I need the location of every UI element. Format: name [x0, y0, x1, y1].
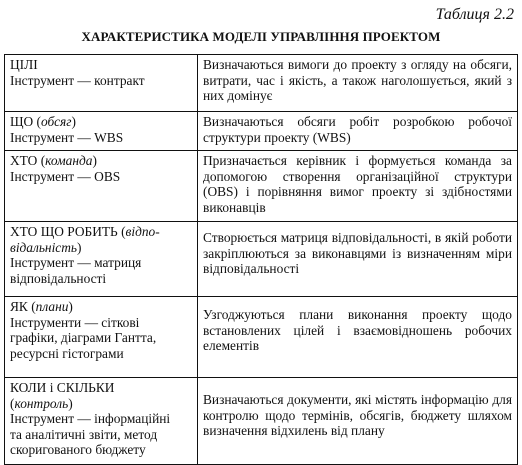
question-line [10, 130, 192, 146]
row-question-cell [5, 112, 198, 151]
question-text: Інструмент — інформаційні [10, 411, 171, 426]
question-line [10, 224, 192, 240]
question-prefix: ЯК ( [10, 299, 36, 314]
table-row [5, 378, 518, 465]
question-line [10, 114, 192, 130]
row-description-cell: Визначаються документи, які містять інформацію для контролю щодо термінів, обсягів, бюджету шляхом визначення відхилень від плану [198, 378, 518, 465]
model-characteristics-table [4, 54, 518, 465]
table-row [5, 151, 518, 222]
table-row [5, 55, 518, 112]
question-line [10, 271, 192, 287]
question-text: відповідальності [10, 270, 107, 286]
question-emphasis: контроль [14, 395, 69, 411]
question-text: Інструмент — WBS [10, 129, 124, 145]
question-text: Інструмент — контракт [10, 72, 145, 88]
question-text: ЦІЛІ [10, 57, 38, 72]
row-description-cell: Узгоджуються плани виконання проекту щодо встановлених цілей і взаємовідношень робочих елементів [198, 297, 518, 378]
question-emphasis: плани [35, 299, 69, 314]
question-prefix: ( [10, 395, 15, 411]
question-line [10, 169, 192, 185]
question-emphasis: відпо- [125, 224, 160, 239]
question-emphasis: відальність [10, 239, 78, 255]
question-emphasis: обсяг [41, 114, 72, 129]
question-line [10, 315, 192, 331]
question-line [10, 442, 192, 458]
question-line [10, 346, 192, 362]
question-text: Інструмент — OBS [10, 168, 121, 184]
question-text: графіки, діаграми Гантта, [10, 330, 157, 345]
question-suffix: ) [77, 239, 82, 255]
row-question-cell [5, 378, 198, 465]
question-prefix: ХТО ЩО РОБИТЬ ( [10, 224, 126, 239]
question-emphasis: команда [45, 153, 93, 168]
row-description-cell: Визначаються обсяги робіт розробкою робочої структури проекту (WBS) [198, 112, 518, 151]
question-suffix: ) [68, 395, 73, 411]
question-line [10, 73, 192, 89]
question-text: ресурсні гістограми [10, 345, 124, 361]
question-prefix: ХТО ( [10, 153, 46, 168]
row-question-cell [5, 297, 198, 378]
question-line [10, 299, 192, 315]
question-line [10, 396, 192, 412]
row-description-cell: Створюється матриця відповідальності, в якій роботи закріплюються за виконавцями із визначенням міри відповідальності [198, 222, 518, 297]
question-prefix: КОЛИ і СКІЛЬКИ [10, 380, 115, 395]
table-row [5, 112, 518, 151]
question-line [10, 411, 192, 427]
question-line [10, 380, 192, 396]
question-text: та аналітичні звіти, метод [10, 426, 158, 442]
question-suffix: ) [68, 299, 73, 314]
table-row [5, 222, 518, 297]
question-line [10, 330, 192, 346]
table-title: ХАРАКТЕРИСТИКА МОДЕЛІ УПРАВЛІННЯ ПРОЕКТОМ [81, 29, 441, 44]
table-number: Таблиця 2.2 [435, 6, 514, 23]
question-prefix: ЩО ( [10, 114, 41, 129]
row-description-cell: Призначається керівник і формується команда за допомогою створення організаційної структури (OBS) і порівняння вимог проекту зі здібностями виконавців [198, 151, 518, 222]
question-line [10, 57, 192, 73]
row-question-cell [5, 151, 198, 222]
question-line [10, 240, 192, 256]
table-row [5, 297, 518, 378]
question-suffix: ) [92, 153, 97, 168]
question-text: скоригованого бюджету [10, 442, 146, 457]
row-question-cell [5, 55, 198, 112]
row-description-cell: Визначаються вимоги до проекту з огляду на обсяги, витрати, час і якість, а також наголошується, який з них домінує [198, 55, 518, 112]
question-line [10, 153, 192, 169]
row-question-cell [5, 222, 198, 297]
table-body [5, 55, 518, 465]
question-text: Інструменти — сіткові [10, 314, 140, 330]
question-text: Інструмент — матриця [10, 255, 142, 270]
question-line [10, 255, 192, 271]
question-suffix: ) [71, 114, 76, 129]
question-line [10, 427, 192, 443]
